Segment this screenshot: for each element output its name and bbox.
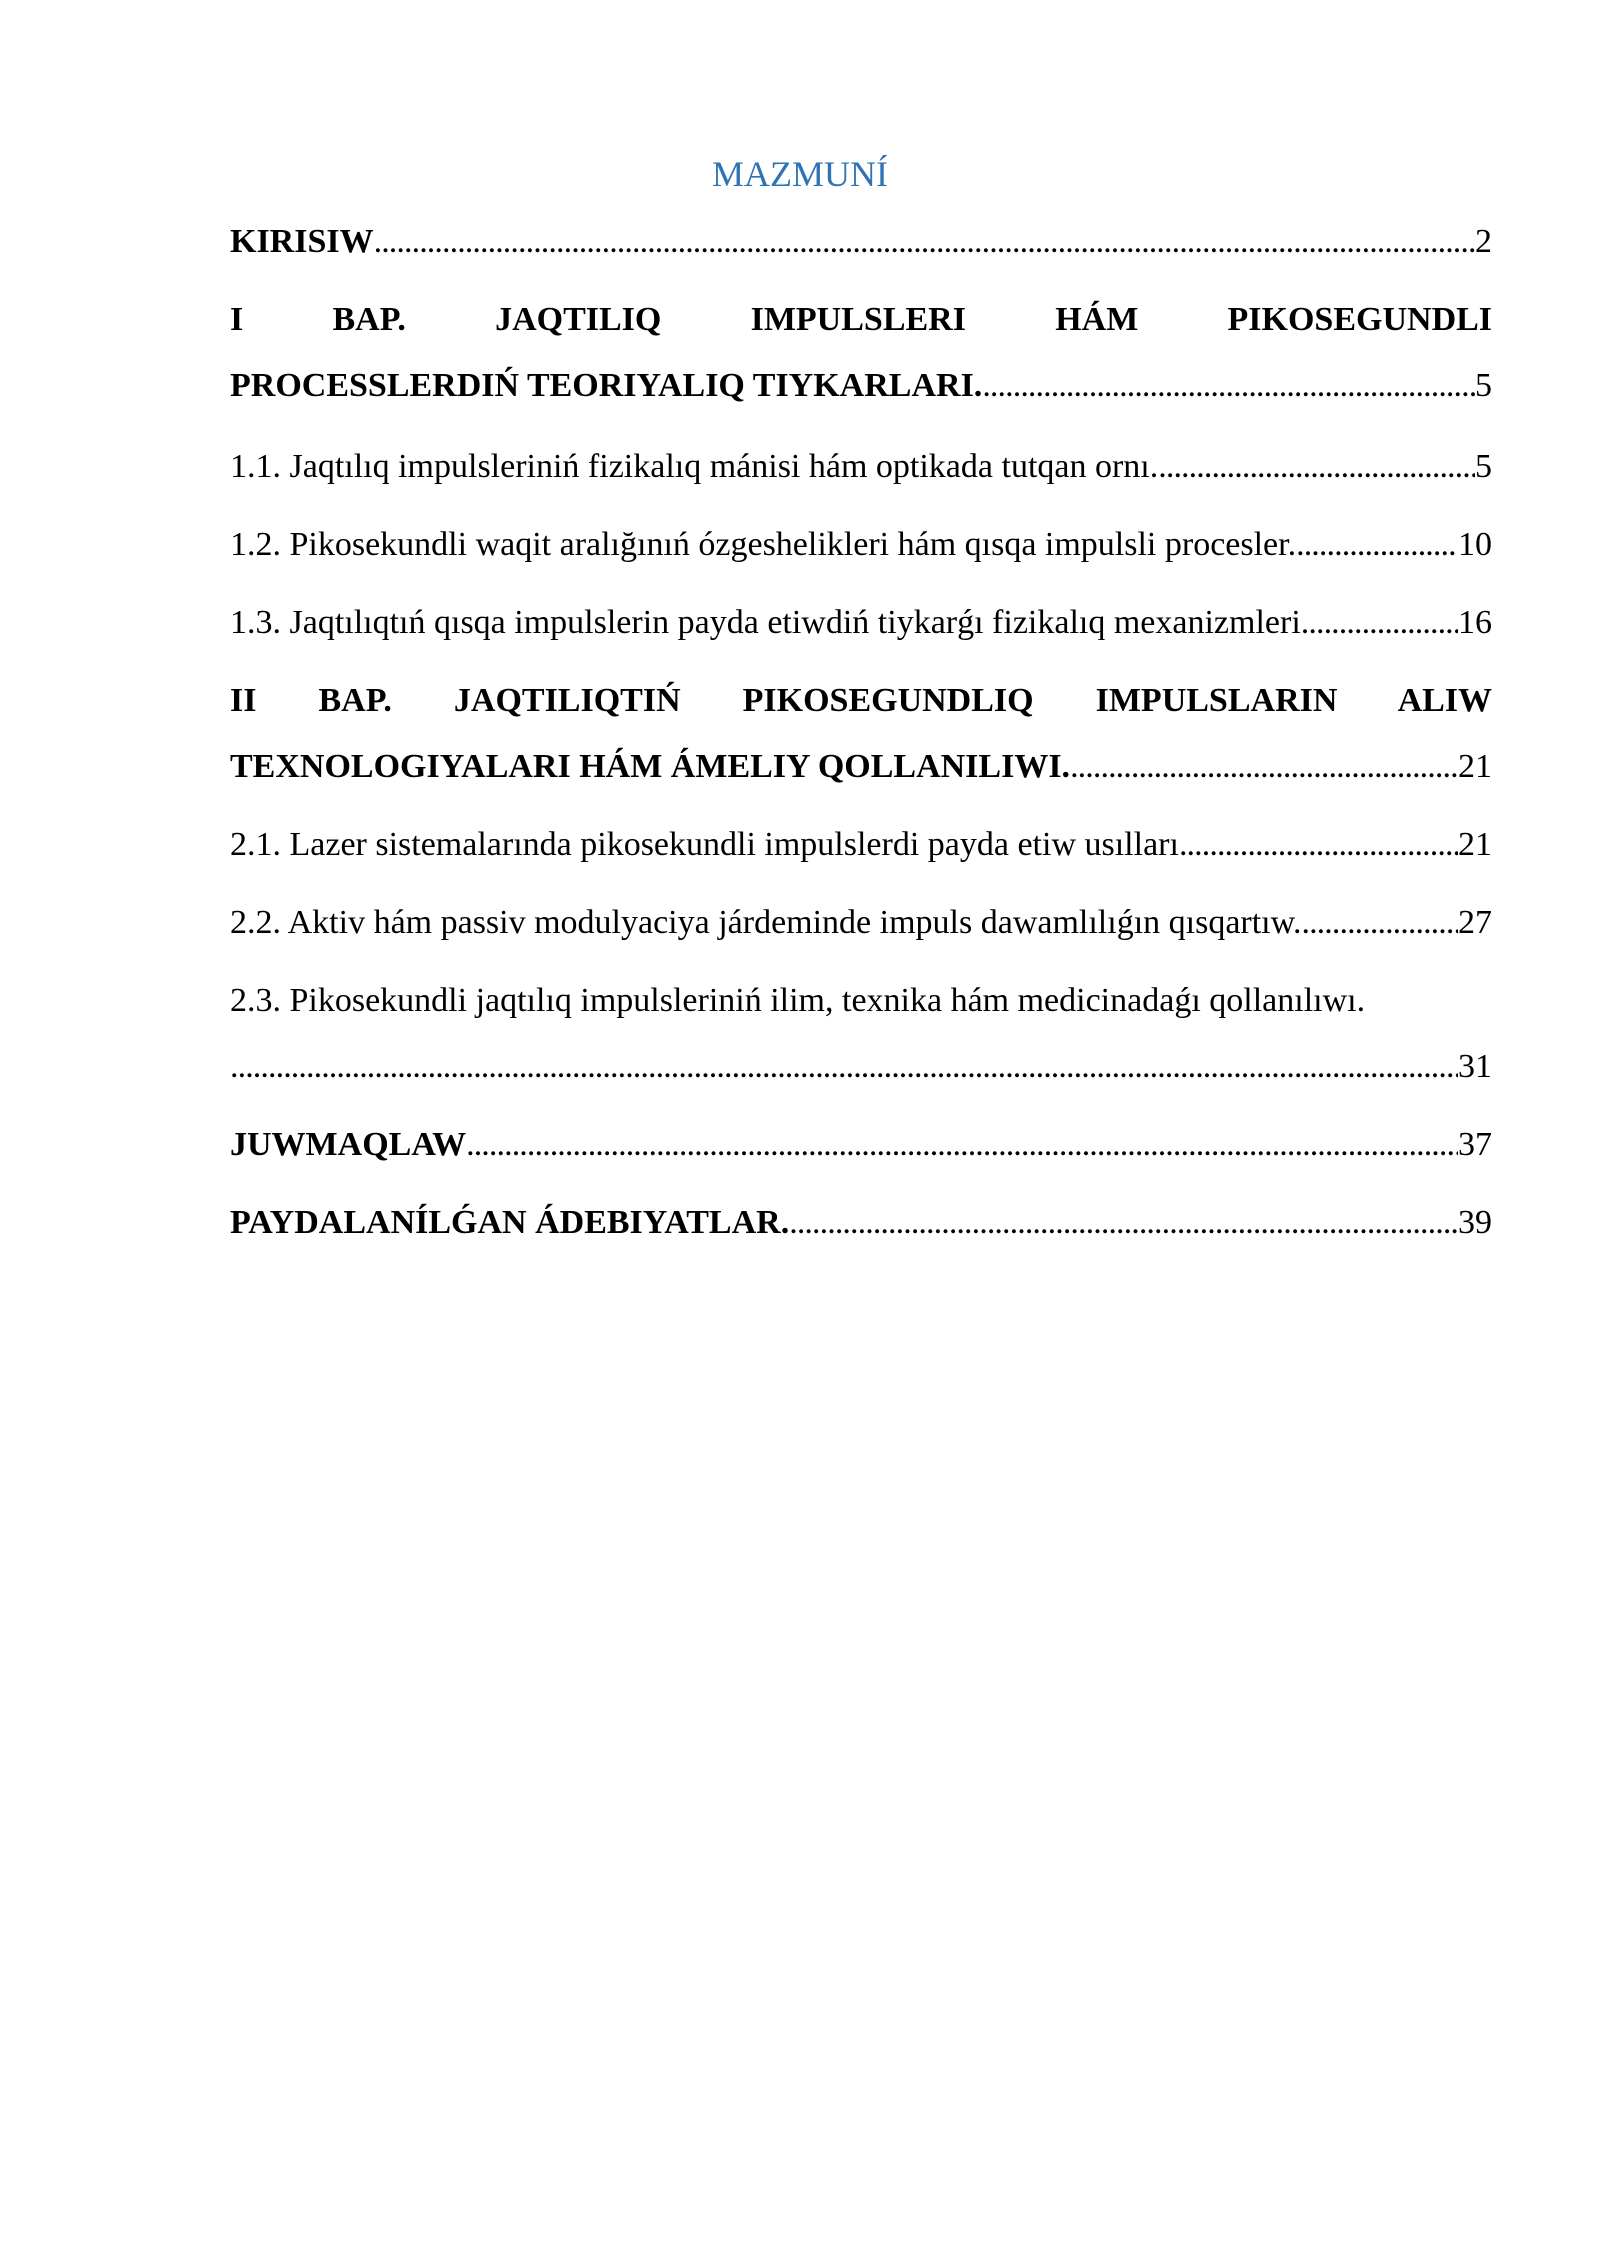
dot-leader: [1158, 437, 1475, 497]
toc-page-number: 2: [1475, 223, 1492, 260]
toc-entry-1-3[interactable]: [230, 593, 1492, 653]
dot-leader: [982, 356, 1475, 416]
dot-leader: [789, 1193, 1458, 1253]
toc-entry-chapter-1[interactable]: [230, 290, 1492, 416]
toc-entry-text: 1.2. Pikosekundli waqit aralığınıń ózgeshelikleri hám qısqa impulsli procesler.: [230, 526, 1297, 563]
toc-entry-1-2[interactable]: [230, 515, 1492, 575]
toc-page-number: 21: [1458, 826, 1492, 863]
toc-entry-text: 2.2. Aktiv hám passiv modulyaciya járdeminde impuls dawamlılıǵın qısqartıw.: [230, 904, 1302, 941]
toc-entry-text-line2: PROCESSLERDIŃ TEORIYALIQ TIYKARLARI.: [230, 367, 983, 404]
toc-entry-text: 1.3. Jaqtılıqtıń qısqa impulslerin payda etiwdiń tiykarǵı fizikalıq mexanizmleri: [230, 604, 1301, 641]
dot-leader: [1301, 893, 1458, 953]
toc-page-number: 5: [1475, 367, 1492, 404]
toc-entry-text: KIRISIW: [230, 223, 374, 260]
toc-page-number: 21: [1458, 748, 1492, 785]
toc-entry-kirisiw[interactable]: [230, 212, 1492, 272]
dot-leader: [1070, 737, 1458, 797]
toc-page-number: 16: [1458, 604, 1492, 641]
toc-page-number: 10: [1458, 526, 1492, 563]
dot-leader: [1179, 815, 1458, 875]
toc-entry-text: JUWMAQLAW: [230, 1126, 467, 1163]
toc-entry-references[interactable]: [230, 1193, 1492, 1253]
dot-leader: [1301, 593, 1458, 653]
toc-page-number: 37: [1458, 1126, 1492, 1163]
toc-entry-chapter-2[interactable]: [230, 671, 1492, 797]
toc-entry-text-line1: II BAP. JAQTILIQTIŃ PIKOSEGUNDLIQ IMPULSLARIN ALIW: [230, 682, 1493, 719]
toc-entry-text: PAYDALANÍLǴAN ÁDEBIYATLAR.: [230, 1204, 790, 1241]
toc-entry-2-3[interactable]: [230, 971, 1492, 1097]
toc-entry-juwmaqlaw[interactable]: [230, 1115, 1492, 1175]
toc-entry-text: 2.1. Lazer sistemalarında pikosekundli impulslerdi payda etiw usılları: [230, 826, 1179, 863]
dot-leader: [230, 1037, 1458, 1097]
toc-page-number: 5: [1475, 448, 1492, 485]
toc-entry-text-line2: TEXNOLOGIYALARI HÁM ÁMELIY QOLLANILIWI.: [230, 748, 1071, 785]
toc-entry-text: 2.3. Pikosekundli jaqtılıq impulsleriniń ilim, texnika hám medicinadaǵı qollanılıwı.: [230, 982, 1366, 1019]
dot-leader: [1296, 515, 1458, 575]
toc-entry-2-2[interactable]: [230, 893, 1492, 953]
toc-page-number: 39: [1458, 1204, 1492, 1241]
toc-page-number: 31: [1458, 1048, 1492, 1085]
dot-leader: [374, 212, 1475, 272]
toc-title: MAZMUNÍ: [712, 154, 888, 194]
dot-leader: [466, 1115, 1458, 1175]
toc-entry-text-line1: I BAP. JAQTILIQ IMPULSLERI HÁM PIKOSEGUNDLI: [230, 301, 1493, 338]
toc-entry-text: 1.1. Jaqtılıq impulsleriniń fizikalıq mánisi hám optikada tutqan ornı.: [230, 448, 1159, 485]
toc-entry-2-1[interactable]: [230, 815, 1492, 875]
toc-entry-1-1[interactable]: [230, 437, 1492, 497]
toc-page-number: 27: [1458, 904, 1492, 941]
